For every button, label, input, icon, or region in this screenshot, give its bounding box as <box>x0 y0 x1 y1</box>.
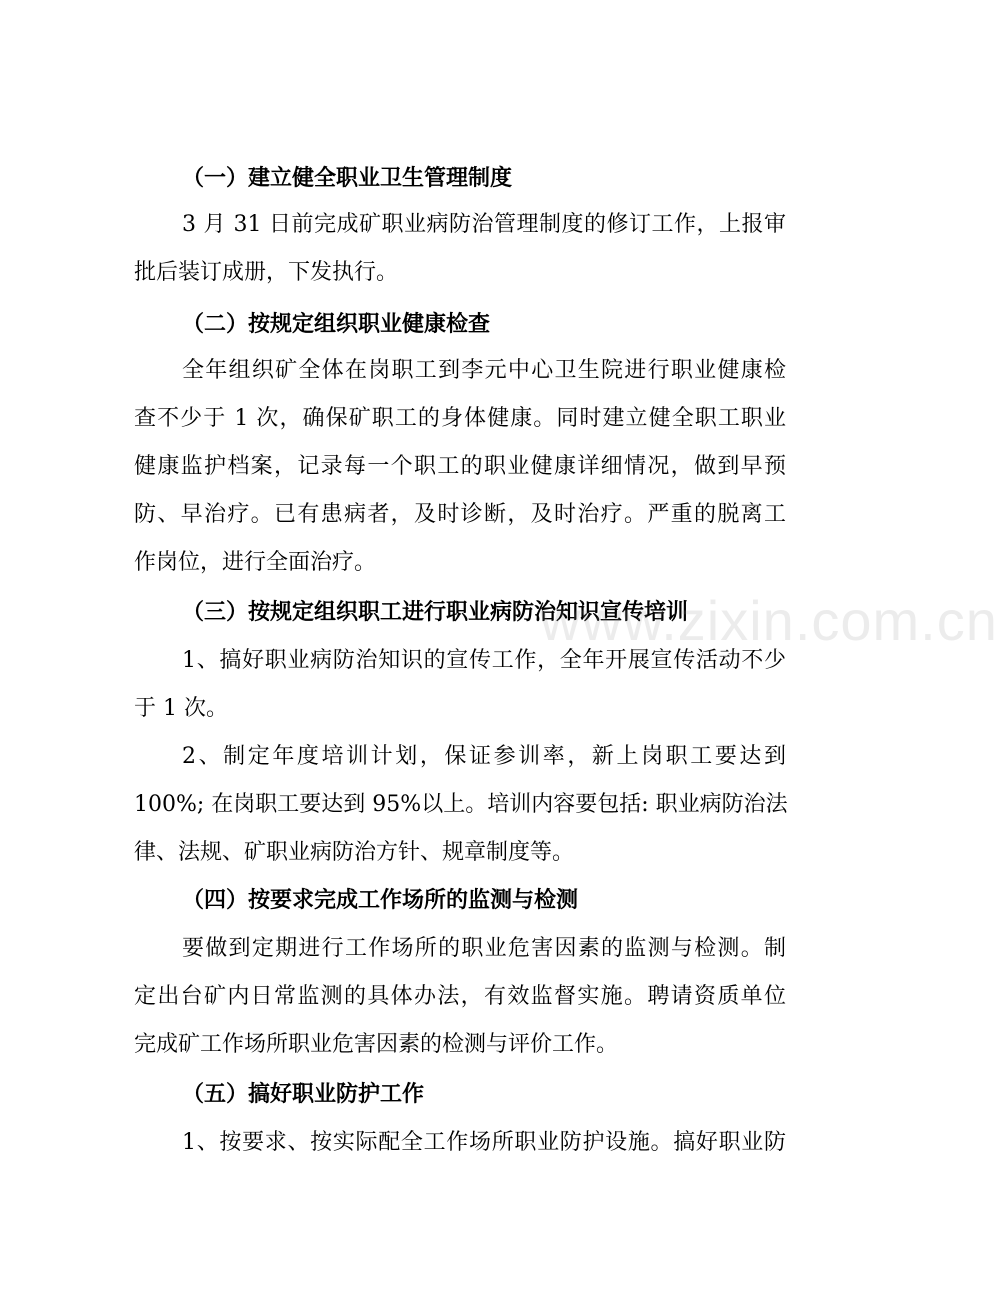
paragraph-line: 完成矿工作场所职业危害因素的检测与评价工作。 <box>134 1032 619 1057</box>
paragraph-line: 定出台矿内日常监测的具体办法，有效监督实施。聘请资质单位 <box>134 984 786 1009</box>
paragraph-line: 查不少于 1 次，确保矿职工的身体健康。同时建立健全职工职业 <box>134 406 786 431</box>
section-heading-5: （五）搞好职业防护工作 <box>182 1082 425 1107</box>
paragraph-line: 全年组织矿全体在岗职工到李元中心卫生院进行职业健康检 <box>182 358 786 383</box>
section-heading-3: （三）按规定组织职工进行职业病防治知识宣传培训 <box>182 600 689 625</box>
section-heading-2: （二）按规定组织职业健康检查 <box>182 312 491 337</box>
section-heading-4: （四）按要求完成工作场所的监测与检测 <box>182 888 579 913</box>
paragraph-line: 健康监护档案，记录每一个职工的职业健康详细情况，做到早预 <box>134 454 786 479</box>
paragraph-line: 1、搞好职业病防治知识的宣传工作，全年开展宣传活动不少 <box>182 648 786 673</box>
paragraph-line: 1、按要求、按实际配全工作场所职业防护设施。搞好职业防 <box>182 1130 786 1155</box>
watermark: www.zixin.com.cn <box>540 589 998 652</box>
paragraph-line: 作岗位，进行全面治疗。 <box>134 550 377 575</box>
paragraph-line: 3 月 31 日前完成矿职业病防治管理制度的修订工作，上报审 <box>182 212 786 237</box>
paragraph-line: 于 1 次。 <box>134 696 228 721</box>
paragraph-line: 防、早治疗。已有患病者，及时诊断，及时治疗。严重的脱离工 <box>134 502 786 527</box>
section-heading-1: （一）建立健全职业卫生管理制度 <box>182 166 513 191</box>
paragraph-line: 2、制定年度培训计划，保证参训率，新上岗职工要达到 <box>182 744 786 769</box>
paragraph-line: 律、法规、矿职业病防治方针、规章制度等。 <box>134 840 575 865</box>
paragraph-line: 批后装订成册，下发执行。 <box>134 260 399 285</box>
paragraph-line: 100%; 在岗职工要达到 95%以上。培训内容要包括: 职业病防治法 <box>134 792 788 817</box>
paragraph-line: 要做到定期进行工作场所的职业危害因素的监测与检测。制 <box>182 936 786 961</box>
